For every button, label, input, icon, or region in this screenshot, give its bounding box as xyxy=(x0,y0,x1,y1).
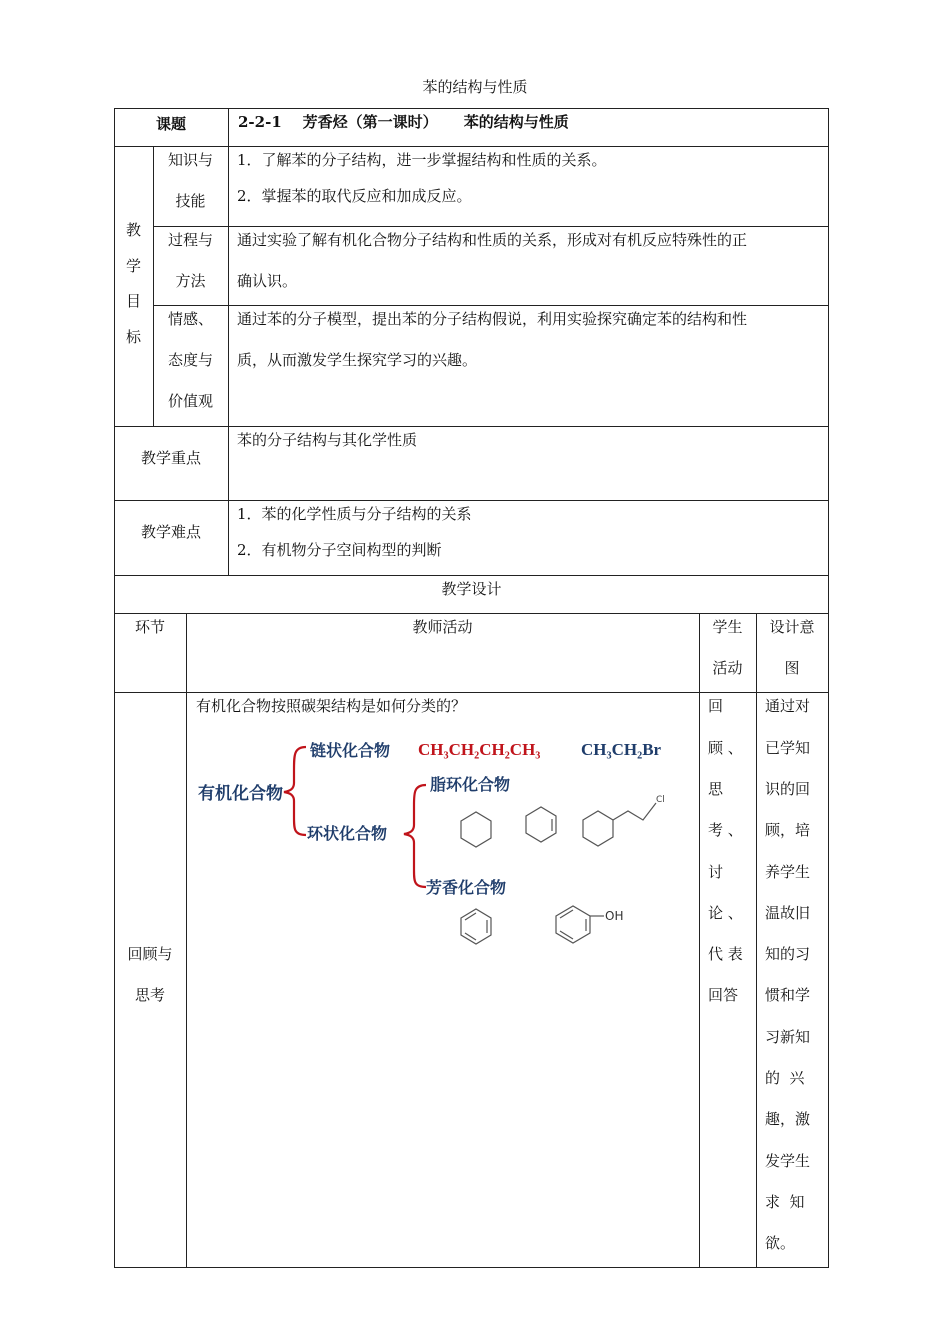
key-points-label: 教学重点 xyxy=(140,449,201,467)
objective-text: 通过苯的分子模型，提出苯的分子结构假说，利用实验探究确定苯的结构和性 xyxy=(237,310,748,328)
column-header-teacher: 教师活动 xyxy=(412,618,473,636)
column-header-intent: 设计意 xyxy=(769,618,815,636)
objective-label-attitude-3: 价值观 xyxy=(167,392,213,410)
stage-label: 回顾与 xyxy=(127,945,173,963)
phenol-structure xyxy=(556,906,623,943)
diagram-root-label: 有机化合物 xyxy=(198,784,283,804)
column-header-intent-2: 图 xyxy=(784,659,800,677)
key-points-text: 苯的分子结构与其化学性质 xyxy=(237,431,418,449)
objective-text: 1．了解苯的分子结构，进一步掌握结构和性质的关系。 xyxy=(237,151,607,169)
objective-text: 质，从而激发学生探究学习的兴趣。 xyxy=(237,351,478,369)
column-header-stage: 环节 xyxy=(134,618,165,636)
stage-label-2: 思考 xyxy=(134,986,165,1004)
diagram-chain-label: 链状化合物 xyxy=(310,741,391,760)
oh-label: OH xyxy=(605,909,624,923)
objective-label-process: 过程与 xyxy=(167,231,213,249)
design-section-title: 教学设计 xyxy=(441,580,502,598)
ring-brace xyxy=(404,785,426,887)
cyclohexane-structure xyxy=(461,812,491,847)
difficulties-text: 1．苯的化学性质与分子结构的关系 xyxy=(237,505,472,523)
topic-value: 2-2-1 芳香烃（第一课时） 苯的结构与性质 xyxy=(238,113,569,131)
teacher-question: 有机化合物按照碳架结构是如何分类的？ xyxy=(196,697,467,715)
difficulties-text: 2．有机物分子空间构型的判断 xyxy=(237,541,442,559)
difficulties-label: 教学难点 xyxy=(140,523,201,541)
objective-label-process-2: 方法 xyxy=(175,272,206,290)
page-title: 苯的结构与性质 xyxy=(422,78,528,96)
objective-text: 通过实验了解有机化合物分子结构和性质的关系，形成对有机反应特殊性的正 xyxy=(237,231,748,249)
classification-diagram xyxy=(186,725,699,950)
objective-text: 2．掌握苯的取代反应和加成反应。 xyxy=(237,187,472,205)
objective-label-knowledge-2: 技能 xyxy=(175,192,206,210)
topic-label: 课题 xyxy=(155,115,186,133)
cl-label: Cl xyxy=(656,795,665,805)
benzene-structure xyxy=(461,909,491,944)
objective-label-attitude: 情感、 xyxy=(167,310,213,328)
chloropropylcyclohexane-structure xyxy=(583,795,665,846)
diagram-aromatic-label: 芳香化合物 xyxy=(426,878,507,897)
formula-butane: CH₃CH₂CH₂CH₃ xyxy=(418,740,541,759)
diagram-ring-label: 环状化合物 xyxy=(307,824,388,843)
objective-label-knowledge: 知识与 xyxy=(167,151,213,169)
objective-label-attitude-2: 态度与 xyxy=(167,351,213,369)
formula-bromoethane: CH₃CH₂Br xyxy=(581,740,662,759)
cyclohexene-structure xyxy=(526,807,556,842)
root-brace xyxy=(284,747,306,835)
diagram-alicyclic-label: 脂环化合物 xyxy=(430,775,511,794)
column-header-student-2: 活动 xyxy=(712,659,743,677)
objective-text: 确认识。 xyxy=(237,272,298,290)
column-header-student: 学生 xyxy=(712,618,743,636)
